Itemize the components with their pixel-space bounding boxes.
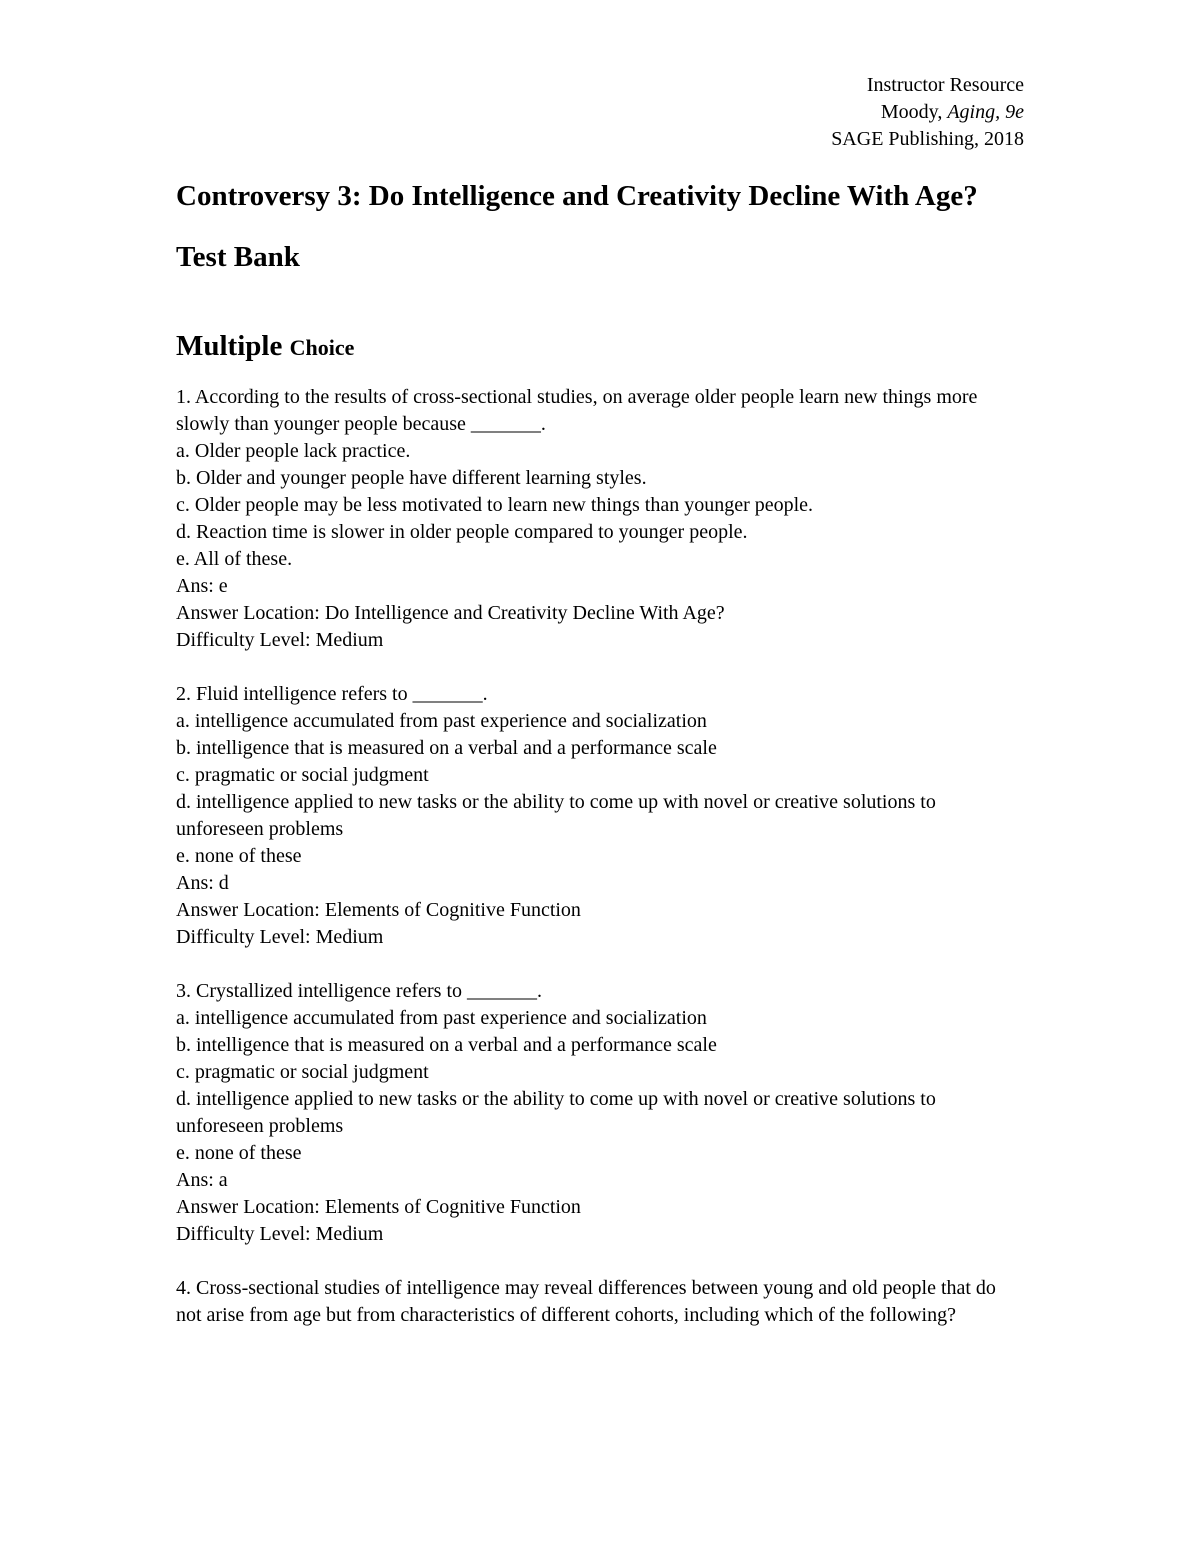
page-title: Controversy 3: Do Intelligence and Creativity Decline With Age?: [176, 180, 978, 212]
question-item: [176, 978, 1026, 1248]
answer-option: b. intelligence that is measured on a verbal and a performance scale: [176, 737, 717, 759]
page-header: [831, 72, 1024, 153]
answer-option: c. Older people may be less motivated to learn new things than younger people.: [176, 494, 814, 516]
section-heading: [176, 330, 1026, 366]
question-stem: 3. Crystallized intelligence refers to _______.: [176, 980, 543, 1002]
answer-key: Ans: a: [176, 1169, 228, 1191]
answer-option: d. intelligence applied to new tasks or the ability to come up with novel or creative solutions to unforeseen problems: [176, 1088, 936, 1137]
answer-option: d. intelligence applied to new tasks or the ability to come up with novel or creative solutions to unforeseen problems: [176, 791, 936, 840]
section-heading-word1: Multiple: [176, 330, 290, 362]
answer-option: e. none of these: [176, 1142, 302, 1164]
answer-location: Answer Location: Elements of Cognitive Function: [176, 1196, 581, 1218]
answer-option: e. none of these: [176, 845, 302, 867]
question-stem: 2. Fluid intelligence refers to _______.: [176, 683, 488, 705]
difficulty-level: Difficulty Level: Medium: [176, 629, 384, 651]
answer-option: a. intelligence accumulated from past experience and socialization: [176, 1007, 707, 1029]
header-book-title: Aging, 9e: [947, 101, 1024, 123]
header-publisher-line: SAGE Publishing, 2018: [831, 128, 1024, 150]
answer-option: b. intelligence that is measured on a verbal and a performance scale: [176, 1034, 717, 1056]
question-item: [176, 384, 1026, 654]
question-stem: 1. According to the results of cross-sectional studies, on average older people learn new things more slowly than younger people because _______.: [176, 386, 978, 435]
header-resource-line: Instructor Resource: [866, 74, 1024, 96]
question-list: [176, 384, 1026, 1329]
question-item: [176, 1275, 1026, 1329]
answer-key: Ans: d: [176, 872, 229, 894]
document-body: [176, 180, 1026, 1356]
page-subtitle: Test Bank: [176, 241, 300, 273]
answer-location: Answer Location: Elements of Cognitive Function: [176, 899, 581, 921]
header-book-line: [831, 99, 1024, 126]
question-item: [176, 681, 1026, 951]
answer-key: Ans: e: [176, 575, 228, 597]
section-heading-word2: Choice: [289, 335, 355, 360]
difficulty-level: Difficulty Level: Medium: [176, 1223, 384, 1245]
answer-option: a. intelligence accumulated from past experience and socialization: [176, 710, 707, 732]
difficulty-level: Difficulty Level: Medium: [176, 926, 384, 948]
answer-option: c. pragmatic or social judgment: [176, 1061, 429, 1083]
answer-option: a. Older people lack practice.: [176, 440, 411, 462]
question-stem: 4. Cross-sectional studies of intelligence may reveal differences between young and old people that do not arise from age but from characteristics of different cohorts, including which of the following?: [176, 1277, 996, 1326]
answer-option: e. All of these.: [176, 548, 293, 570]
header-author: Moody,: [880, 101, 948, 123]
answer-location: Answer Location: Do Intelligence and Creativity Decline With Age?: [176, 602, 725, 624]
answer-option: c. pragmatic or social judgment: [176, 764, 429, 786]
answer-option: b. Older and younger people have different learning styles.: [176, 467, 647, 489]
answer-option: d. Reaction time is slower in older people compared to younger people.: [176, 521, 748, 543]
